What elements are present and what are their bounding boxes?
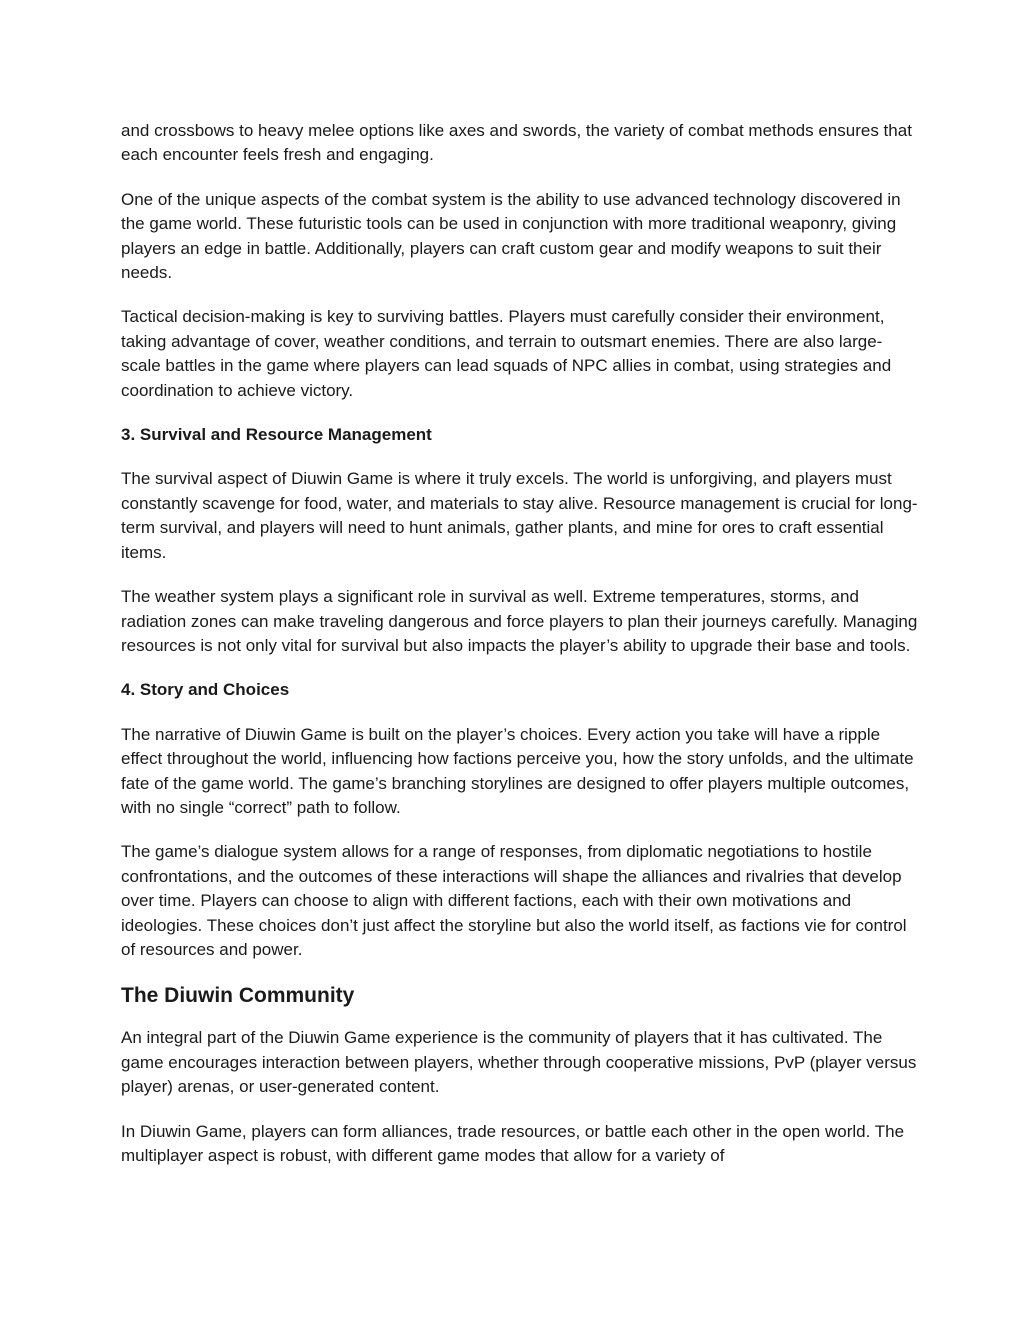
paragraph-multiplayer: In Diuwin Game, players can form alliances, trade resources, or battle each other in the open world. The multiplayer aspect is robust, with different game modes that allow for a variety of [121,1121,905,1165]
paragraph-advanced-technology: One of the unique aspects of the combat system is the ability to use advanced technology discovered in the game world. These futuristic tools can be used in conjunction with more traditional weaponry, giving players an edge in battle. Additionally, players can craft custom gear and modify weapons to suit their needs. [121,189,901,283]
subheading-survival: 3. Survival and Resource Management [121,425,432,445]
paragraph-tactical-decisions: Tactical decision-making is key to surviving battles. Players must carefully consider their environment, taking advantage of cover, weather conditions, and terrain to outsmart enemies. There are also large-scale battles in the game where players can lead squads of NPC allies in combat, using strategies and coordination to achieve victory. [121,307,892,400]
paragraph-community-intro: An integral part of the Diuwin Game experience is the community of players that it has cultivated. The game encourages interaction between players, whether through cooperative missions, PvP (player versus player) arenas, or user-generated content. [121,1028,917,1097]
heading-community: The Diuwin Community [121,984,355,1008]
paragraph-weather-system: The weather system plays a significant role in survival as well. Extreme temperatures, storms, and radiation zones can make traveling dangerous and force players to plan their journeys carefully. Managing resources is not only vital for survival but also impacts the player’s ability to upgrade their base and tools. [121,587,918,655]
paragraph-narrative: The narrative of Diuwin Game is built on the player’s choices. Every action you take will have a ripple effect throughout the world, influencing how factions perceive you, how the story unfolds, and the ultimate fate of the game world. The game’s branching storylines are designed to offer players multiple outcomes, with no single “correct” path to follow. [121,724,914,817]
paragraph-survival-aspect: The survival aspect of Diuwin Game is where it truly excels. The world is unforgiving, and players must constantly scavenge for food, water, and materials to stay alive. Resource management is crucial for long-term survival, and players will need to hunt animals, gather plants, and mine for ores to craft essential items. [121,469,918,562]
document-page [121,119,921,1188]
subheading-story-choices: 4. Story and Choices [121,680,290,700]
paragraph-dialogue-system: The game’s dialogue system allows for a range of responses, from diplomatic negotiations to hostile confrontations, and the outcomes of these interactions will shape the alliances and rivalries that develop over time. Players can choose to align with different factions, each with their own motivations and ideologies. These choices don’t just affect the storyline but also the world itself, as factions vie for control of resources and power. [121,842,907,959]
paragraph-combat-variety: and crossbows to heavy melee options like axes and swords, the variety of combat methods ensures that each encounter feels fresh and engaging. [121,121,912,165]
